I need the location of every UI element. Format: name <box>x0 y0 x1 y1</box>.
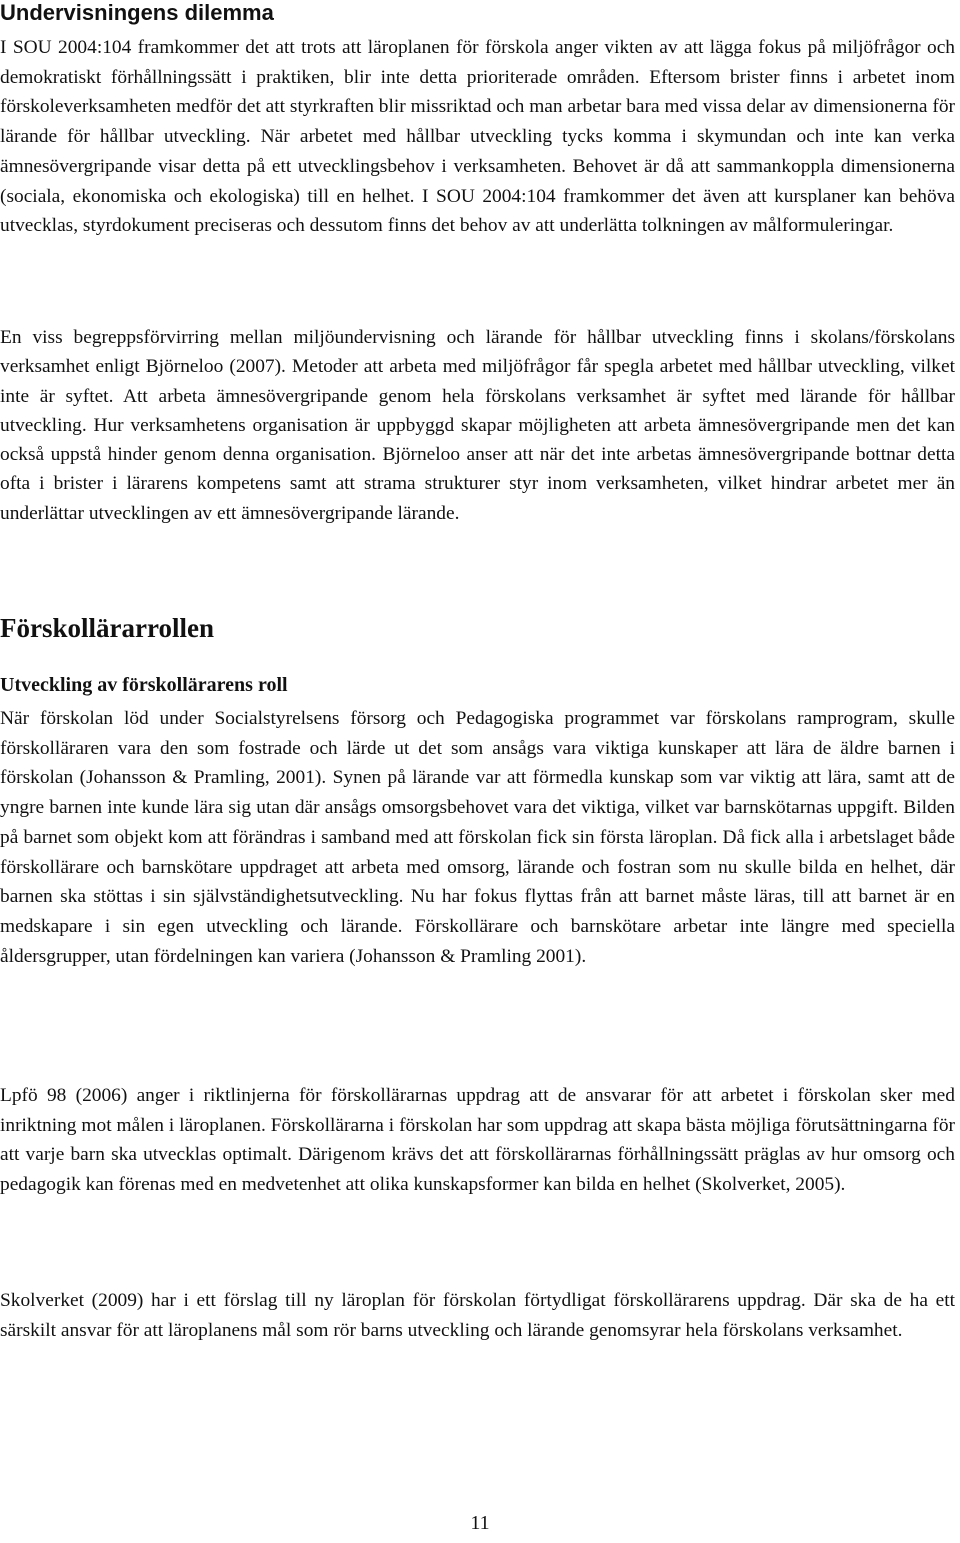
section-heading-forskollararrollen: Förskollärarrollen <box>0 613 214 643</box>
paragraph: I SOU 2004:104 framkommer det att trots att läroplanen för förskola anger vikten av att lägga fokus på miljöfrågor och demokratiskt förhållningssätt i praktiken, blir inte detta prioriterade områden. Eftersom brister finns i arbetet inom förskoleverksamheten medför det att styrkraften blir missriktad och man arbetar bara med vissa delar av dimensionerna för lärande för hållbar utveckling. När arbetet med hållbar utveckling tycks komma i skymundan och inte kan verka ämnesövergripande visar detta på ett utvecklingsbehov i verksamheten. Behovet är då att sammankoppla dimensionerna (sociala, ekonomiska och ekologiska) till en helhet. I SOU 2004:104 framkommer det även att kursplaner kan behöva utvecklas, styrdokument preciseras och dessutom finns det behov av att underlätta tolkningen av målformuleringar. <box>0 37 955 237</box>
section-heading-undervisningens-dilemma: Undervisningens dilemma <box>0 0 274 25</box>
paragraph: En viss begreppsförvirring mellan miljöundervisning och lärande för hållbar utveckling finns i skolans/förskolans verksamhet enligt Björneloo (2007). Metoder att arbeta med miljöfrågor får spegla arbetet med hållbar utveckling, vilket inte är syftet. Att arbeta ämnesövergripande genom hela förskolans verksamhet är syftet med lärande för hållbar utveckling. Hur verksamhetens organisation är uppbyggd skapar möjligheten att arbeta ämnesövergripande men det kan också uppstå hinder genom denna organisation. Björneloo anser att när det inte arbetas ämnesövergripande bottnar detta ofta i brister i lärarens kompetens samt att strama strukturer styr inom verksamheten, vilket hindrar arbetet mer än underlättar utvecklingen av ett ämnesövergripande lärande. <box>0 327 955 524</box>
paragraph: När förskolan löd under Socialstyrelsens försorg och Pedagogiska programmet var förskolans ramprogram, skulle förskolläraren vara den som fostrade och lärde ut det som ansågs vara viktiga kunskaper att lära de äldre barnen i förskolan (Johansson & Pramling, 2001). Synen på lärande var att förmedla kunskap som var viktig att lära, samt att de yngre barnen inte kunde lära sig utan där ansågs omsorgsbehovet vara det viktiga, vilket var barnskötarnas uppgift. Bilden på barnet som objekt kom att förändras i samband med att förskolan fick sin första läroplan. Då fick alla i arbetslaget både förskollärare och barnskötare uppdraget att arbeta med omsorg, lärande och fostran som nu skulle bilda en helhet, där barnen ska stöttas i sin självständighetsutveckling. Nu har fokus flyttas från att barnet måste läras, till att barnet är en medskapare i sin egen utveckling och lärande. Förskollärare och barnskötare arbetar inte längre med speciella åldersgrupper, utan fördelningen kan variera (Johansson & Pramling 2001). <box>0 708 955 967</box>
paragraph: Lpfö 98 (2006) anger i riktlinjerna för förskollärarnas uppdrag att de ansvarar för att arbetet i förskolan sker med inriktning mot målen i läroplanen. Förskollärarna i förskolan har som uppdrag att skapa bästa möjliga förutsättningarna för att varje barn ska utvecklas optimalt. Därigenom krävs det att förskollärarnas förhållningssätt präglas av hur omsorg och pedagogik kan förenas med en medvetenhet att olika kunskapsformer kan bilda en helhet (Skolverket, 2005). <box>0 1085 955 1196</box>
paragraph: Skolverket (2009) har i ett förslag till ny läroplan för förskolan förtydligat förskollärarens uppdrag. Där ska de ha ett särskilt ansvar för att läroplanens mål som rör barns utveckling och lärande genomsyrar hela förskolans verksamhet. <box>0 1290 955 1341</box>
page-number: 11 <box>470 1512 490 1534</box>
subsection-heading: Utveckling av förskollärarens roll <box>0 674 288 696</box>
